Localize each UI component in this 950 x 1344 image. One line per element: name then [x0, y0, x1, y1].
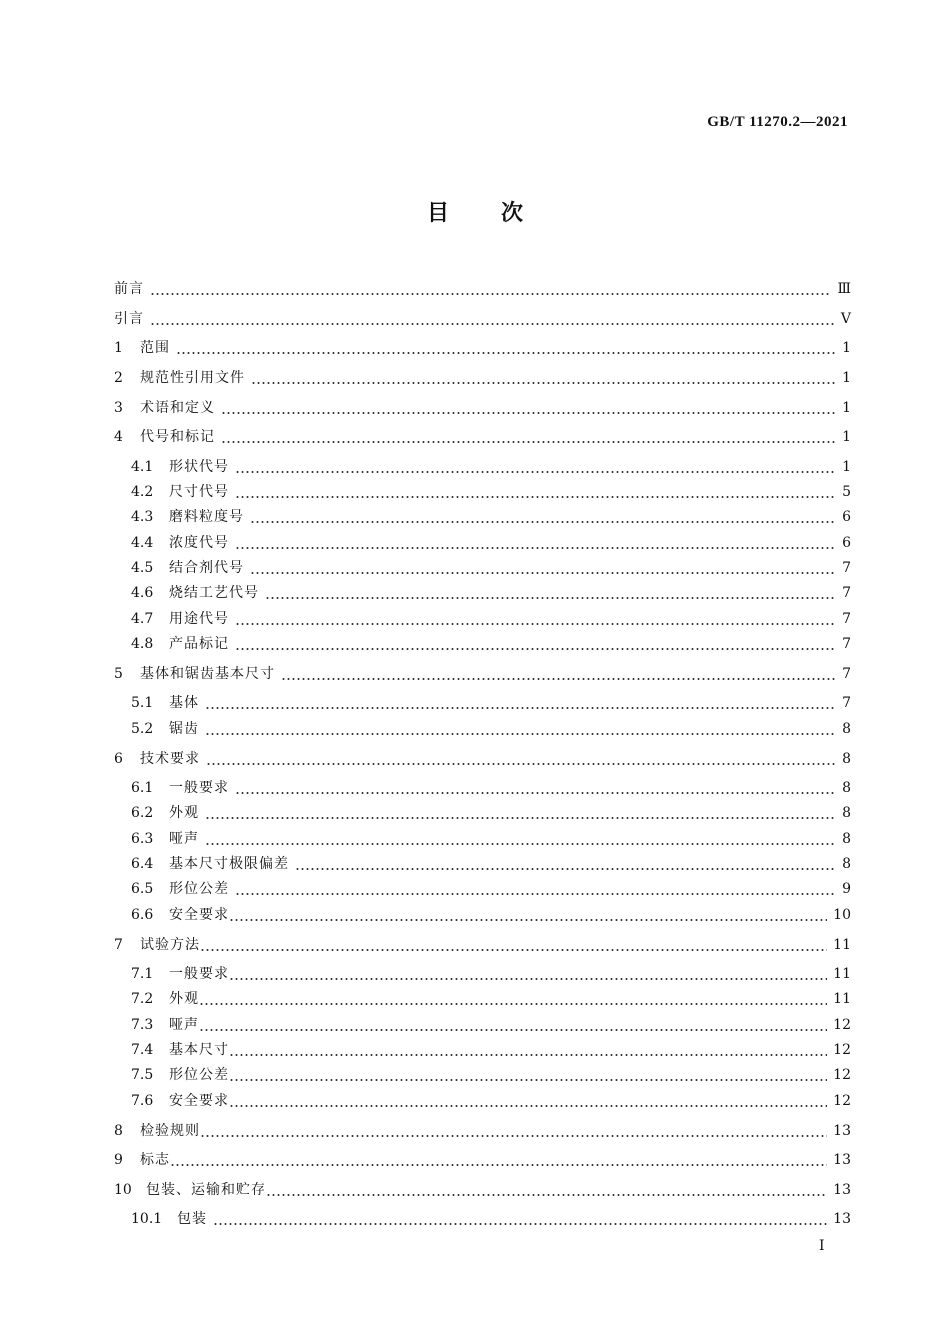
toc-entry[interactable]	[131, 853, 851, 875]
dot-leader	[170, 1153, 827, 1167]
dot-leader	[265, 586, 836, 600]
toc-entry-label: 锯齿	[169, 721, 199, 737]
toc-entry-label: 引言	[114, 311, 144, 327]
toc-entry-label: 磨料粒度号	[169, 509, 244, 525]
toc-entry-number: 7	[114, 937, 123, 953]
toc-entry-page: 12	[833, 1017, 851, 1033]
toc-entry-number: 6.4	[131, 856, 154, 872]
toc-entry-number: 4.3	[131, 509, 154, 525]
toc-entry-label: 标志	[140, 1152, 170, 1168]
toc-entry[interactable]	[131, 904, 851, 926]
toc-entry[interactable]	[131, 1014, 851, 1036]
dot-leader	[205, 696, 836, 710]
dot-leader	[200, 938, 827, 952]
toc-entry-label: 基本尺寸极限偏差	[169, 856, 289, 872]
toc-entry-page: 7	[842, 666, 851, 682]
toc-entry-label: 浓度代号	[169, 535, 229, 551]
toc-entry-label: 代号和标记	[140, 429, 215, 445]
toc-entry-label: 术语和定义	[140, 400, 215, 416]
toc-entry[interactable]	[114, 1179, 851, 1201]
dot-leader	[229, 908, 827, 922]
toc-entry-label: 技术要求	[140, 751, 200, 767]
toc-entry-label: 形状代号	[169, 459, 229, 475]
toc-entry-page: 5	[842, 484, 851, 500]
dot-leader	[235, 612, 836, 626]
dot-leader	[229, 967, 827, 981]
toc-entry[interactable]	[131, 777, 851, 799]
toc-entry-number: 4.4	[131, 535, 154, 551]
title-char-1: 目	[426, 201, 449, 226]
toc-entry-label: 形位公差	[169, 881, 229, 897]
toc-entry[interactable]	[131, 506, 851, 528]
toc-entry[interactable]	[114, 308, 851, 330]
toc-entry-page: 11	[833, 991, 851, 1007]
dot-leader	[235, 485, 836, 499]
dot-leader	[235, 882, 836, 896]
toc-entry-label: 前言	[114, 281, 144, 297]
toc-entry-number: 4.8	[131, 636, 154, 652]
page-title	[0, 196, 950, 227]
toc-entry-label: 一般要求	[169, 966, 229, 982]
toc-entry-label: 试验方法	[140, 937, 200, 953]
toc-entry-page: 1	[842, 429, 851, 445]
toc-entry-page: 13	[833, 1182, 851, 1198]
dot-leader	[235, 637, 836, 651]
dot-leader	[229, 1094, 827, 1108]
dot-leader	[150, 282, 831, 296]
toc-entry-label: 包装	[177, 1211, 207, 1227]
dot-leader	[200, 1124, 827, 1138]
toc-entry[interactable]	[131, 802, 851, 824]
toc-entry-page: 7	[842, 560, 851, 576]
toc-entry-page: 8	[842, 805, 851, 821]
toc-entry-number: 4.2	[131, 484, 154, 500]
dot-leader	[250, 561, 836, 575]
toc-entry-page: 12	[833, 1042, 851, 1058]
toc-entry[interactable]	[114, 1120, 851, 1142]
toc-entry-label: 检验规则	[140, 1123, 200, 1139]
toc-entry[interactable]	[131, 828, 851, 850]
dot-leader	[229, 1043, 827, 1057]
dot-leader	[176, 341, 836, 355]
toc-entry-number: 5.1	[131, 695, 154, 711]
toc-entry-number: 2	[114, 370, 123, 386]
dot-leader	[150, 312, 835, 326]
page-number: Ⅰ	[819, 1238, 825, 1254]
toc-entry-number: 5	[114, 666, 123, 682]
toc-entry-page: 1	[842, 370, 851, 386]
toc-entry[interactable]	[131, 633, 851, 655]
toc-entry[interactable]	[114, 1149, 851, 1171]
toc-entry-label: 一般要求	[169, 780, 229, 796]
toc-entry-label: 包装、运输和贮存	[146, 1182, 266, 1198]
dot-leader	[295, 857, 836, 871]
toc-entry[interactable]	[114, 663, 851, 685]
toc-entry-page: 1	[842, 459, 851, 475]
toc-entry-page: 6	[842, 535, 851, 551]
toc-entry-label: 用途代号	[169, 611, 229, 627]
toc-entry-label: 安全要求	[169, 1093, 229, 1109]
toc-entry[interactable]	[114, 397, 851, 419]
toc-entry[interactable]	[114, 278, 851, 300]
dot-leader	[199, 1018, 827, 1032]
toc-entry-number: 6.3	[131, 831, 154, 847]
toc-entry-page: 9	[842, 881, 851, 897]
toc-entry[interactable]	[114, 426, 851, 448]
dot-leader	[235, 781, 836, 795]
toc-entry[interactable]	[131, 1208, 851, 1230]
dot-leader	[205, 832, 836, 846]
dot-leader	[205, 806, 836, 820]
toc-entry-label: 基体	[169, 695, 199, 711]
toc-entry[interactable]	[131, 1090, 851, 1112]
toc-entry-label: 外观	[169, 805, 199, 821]
toc-entry-page: Ⅴ	[840, 311, 851, 327]
toc-entry-page: 11	[833, 937, 851, 953]
toc-entry-number: 10	[114, 1182, 132, 1198]
toc-entry[interactable]	[131, 692, 851, 714]
toc-entry-page: Ⅲ	[837, 281, 851, 297]
toc-entry-number: 7.3	[131, 1017, 154, 1033]
toc-entry-page: 11	[833, 966, 851, 982]
toc-entry[interactable]	[131, 582, 851, 604]
toc-entry[interactable]	[131, 988, 851, 1010]
toc-entry-page: 7	[842, 636, 851, 652]
toc-entry-label: 产品标记	[169, 636, 229, 652]
toc-entry-page: 13	[833, 1211, 851, 1227]
toc-entry-number: 4.1	[131, 459, 154, 475]
toc-entry-label: 基体和锯齿基本尺寸	[140, 666, 275, 682]
toc-entry-page: 12	[833, 1093, 851, 1109]
dot-leader	[229, 1068, 827, 1082]
toc-entry-label: 基本尺寸	[169, 1042, 229, 1058]
dot-leader	[281, 667, 836, 681]
toc-entry-number: 9	[114, 1152, 123, 1168]
toc-entry[interactable]	[131, 608, 851, 630]
toc-entry-number: 3	[114, 400, 123, 416]
toc-entry-number: 6.2	[131, 805, 154, 821]
toc-entry-number: 1	[114, 340, 123, 356]
toc-entry[interactable]	[131, 481, 851, 503]
dot-leader	[235, 460, 836, 474]
dot-leader	[205, 722, 836, 736]
toc-entry[interactable]	[114, 934, 851, 956]
toc-entry-number: 7.1	[131, 966, 154, 982]
toc-entry[interactable]	[131, 557, 851, 579]
toc-entry-page: 8	[842, 721, 851, 737]
toc-entry-label: 烧结工艺代号	[169, 585, 259, 601]
toc-entry-page: 8	[842, 751, 851, 767]
dot-leader	[213, 1212, 827, 1226]
title-char-2: 次	[501, 201, 524, 226]
toc-entry[interactable]	[114, 337, 851, 359]
toc-entry-page: 6	[842, 509, 851, 525]
toc-entry-label: 形位公差	[169, 1067, 229, 1083]
toc-entry-page: 1	[842, 340, 851, 356]
toc-entry-number: 5.2	[131, 721, 154, 737]
toc-entry-page: 7	[842, 695, 851, 711]
toc-entry-page: 8	[842, 856, 851, 872]
toc-entry-page: 7	[842, 585, 851, 601]
toc-entry-label: 规范性引用文件	[140, 370, 245, 386]
toc-entry[interactable]	[114, 748, 851, 770]
toc-entry-number: 6.5	[131, 881, 154, 897]
toc-entry-number: 6	[114, 751, 123, 767]
toc-entry-page: 7	[842, 611, 851, 627]
toc-entry-label: 尺寸代号	[169, 484, 229, 500]
toc-entry-label: 外观	[169, 991, 199, 1007]
toc-entry-label: 安全要求	[169, 907, 229, 923]
dot-leader	[250, 510, 836, 524]
toc-entry[interactable]	[131, 1039, 851, 1061]
toc-entry-number: 6.6	[131, 907, 154, 923]
toc-entry-label: 范围	[140, 340, 170, 356]
toc-entry-label: 哑声	[169, 831, 199, 847]
toc-entry-number: 4.7	[131, 611, 154, 627]
toc-entry-number: 7.5	[131, 1067, 154, 1083]
toc-entry[interactable]	[131, 456, 851, 478]
toc-entry-page: 13	[833, 1123, 851, 1139]
dot-leader	[199, 992, 827, 1006]
toc-entry-label: 结合剂代号	[169, 560, 244, 576]
dot-leader	[251, 371, 836, 385]
dot-leader	[221, 401, 836, 415]
toc-entry-number: 7.2	[131, 991, 154, 1007]
toc-entry[interactable]	[131, 878, 851, 900]
toc-entry-page: 1	[842, 400, 851, 416]
toc-entry-number: 4	[114, 429, 123, 445]
dot-leader	[235, 536, 836, 550]
toc-entry[interactable]	[131, 1064, 851, 1086]
toc-entry-label: 哑声	[169, 1017, 199, 1033]
toc-entry[interactable]	[131, 963, 851, 985]
standard-code: GB/T 11270.2—2021	[707, 114, 848, 130]
toc-entry[interactable]	[131, 532, 851, 554]
toc-entry-page: 8	[842, 780, 851, 796]
toc-entry-number: 4.6	[131, 585, 154, 601]
toc-entry-page: 12	[833, 1067, 851, 1083]
toc-entry-number: 4.5	[131, 560, 154, 576]
toc-entry-page: 8	[842, 831, 851, 847]
dot-leader	[266, 1183, 827, 1197]
toc-entry[interactable]	[114, 367, 851, 389]
toc-entry-page: 10	[833, 907, 851, 923]
toc-entry-number: 6.1	[131, 780, 154, 796]
toc-entry[interactable]	[131, 718, 851, 740]
dot-leader	[221, 430, 836, 444]
toc-entry-number: 7.4	[131, 1042, 154, 1058]
toc-entry-number: 8	[114, 1123, 123, 1139]
toc-entry-page: 13	[833, 1152, 851, 1168]
toc-entry-number: 10.1	[131, 1211, 163, 1227]
dot-leader	[206, 752, 836, 766]
toc-entry-number: 7.6	[131, 1093, 154, 1109]
